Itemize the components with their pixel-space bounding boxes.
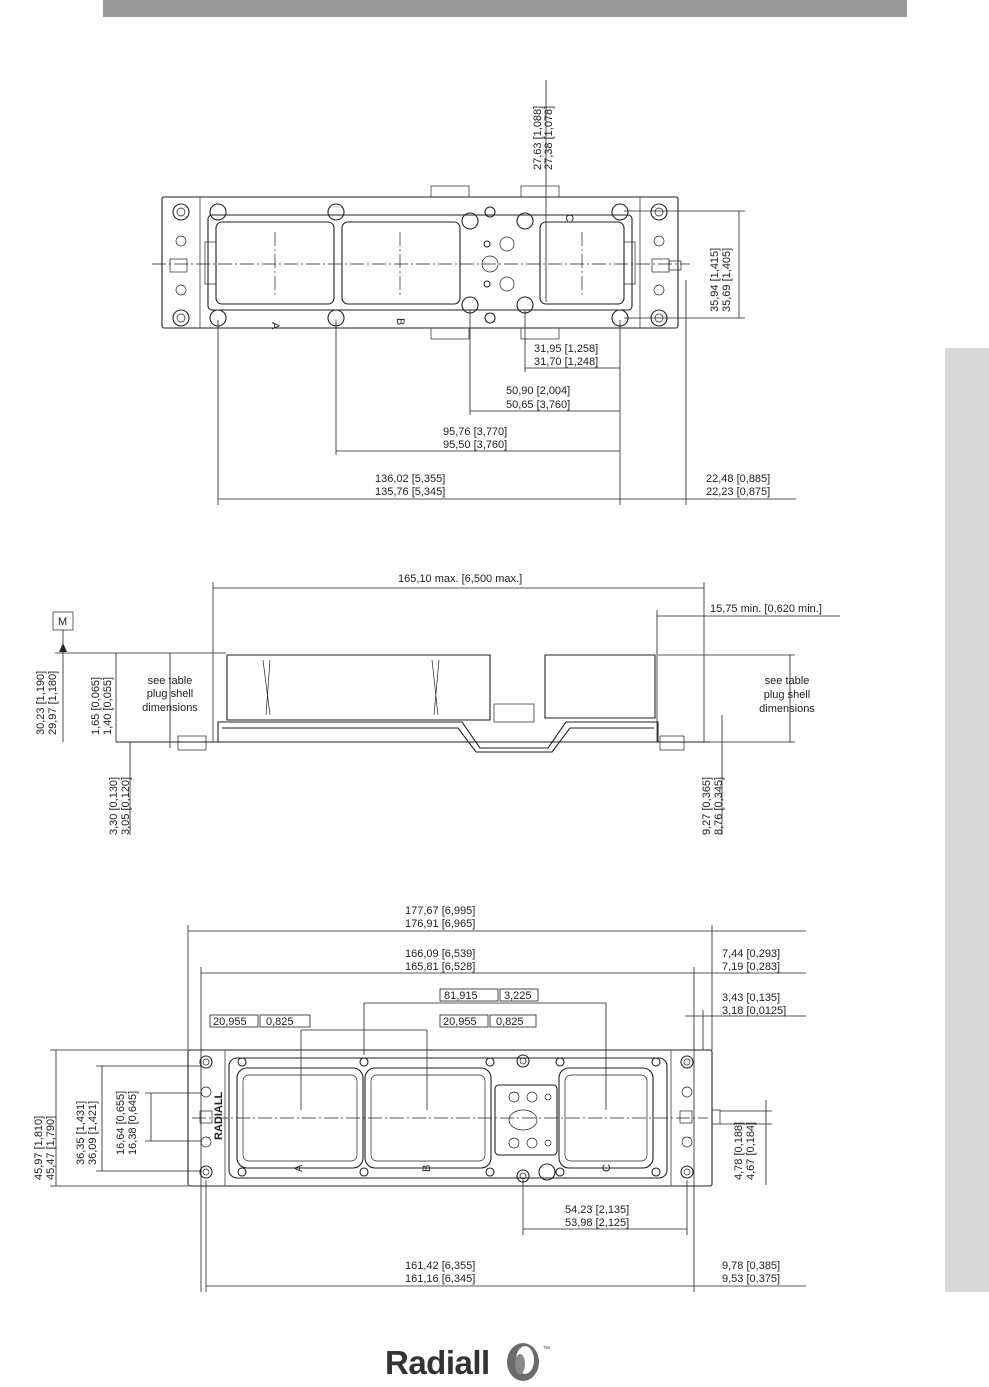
dim-161-upper: 161,42 [6,355] xyxy=(405,1260,476,1272)
dim-16-upper: 16,64 [0,655] xyxy=(115,1090,127,1155)
dim-50-upper: 50,90 [2,004] xyxy=(506,385,571,397)
dim-4-78-lower: 4,67 [0,184] xyxy=(745,1121,757,1180)
dim-165-max: 165,10 max. [6,500 max.] xyxy=(398,573,523,585)
dim-177-upper: 177,67 [6,995] xyxy=(405,905,476,917)
datum-m: M xyxy=(58,616,68,628)
dim-3-30-upper: 3,30 [0,130] xyxy=(108,776,120,835)
basic-81: 81,915 xyxy=(444,990,478,1002)
logo-swirl-icon xyxy=(503,1340,543,1384)
dim-36-lower: 36,09 [1,421] xyxy=(87,1100,99,1165)
dim-9-78-lower: 9,53 [0,375] xyxy=(722,1273,781,1285)
radiall-mark: RADIALL xyxy=(213,1091,225,1140)
dim-166-upper: 166,09 [6,539] xyxy=(405,948,476,960)
dim-166-lower: 165,81 [6,528] xyxy=(405,961,476,973)
cavity-label-c: C xyxy=(563,214,575,222)
dim-45-upper: 45,97 [1,810] xyxy=(33,1115,45,1180)
basic-0-825a: 0,825 xyxy=(266,1016,294,1028)
note-left-2: plug shell xyxy=(146,688,194,700)
dim-22-upper: 22,48 [0,885] xyxy=(706,473,771,485)
dim-31-lower: 31,70 [1,248] xyxy=(534,356,599,368)
dim-161-lower: 161,16 [6,345] xyxy=(405,1273,476,1285)
dim-136-lower: 135,76 [5,345] xyxy=(375,486,446,498)
top-view xyxy=(152,80,796,505)
note-left-1: see table xyxy=(147,675,193,687)
dim-16-lower: 16,38 [0,645] xyxy=(127,1090,139,1155)
note-right-3: dimensions xyxy=(759,703,815,715)
dim-27-lower: 27,38 [1,078] xyxy=(543,105,555,170)
dim-35-lower: 35,69 [1,405] xyxy=(721,247,733,312)
dim-7-44-lower: 7,19 [0,283] xyxy=(722,961,781,973)
cavity-label-a: A xyxy=(269,322,281,330)
dim-7-44-upper: 7,44 [0,293] xyxy=(722,948,781,960)
dim-9-78-upper: 9,78 [0,385] xyxy=(722,1260,781,1272)
dim-50-lower: 50,65 [3,760] xyxy=(506,399,571,411)
dim-30-upper: 30,23 [1,190] xyxy=(35,670,47,735)
dim-3-43-upper: 3,43 [0,135] xyxy=(722,992,781,1004)
dim-54-lower: 53,98 [2,125] xyxy=(565,1217,630,1229)
logo-text: Radiall xyxy=(385,1344,490,1381)
bottom-view xyxy=(33,905,806,1292)
dim-9-27-upper: 9,27 [0,365] xyxy=(701,776,713,835)
dim-95-upper: 95,76 [3,770] xyxy=(443,426,508,438)
dim-1-65-lower: 1,40 [0,055] xyxy=(102,676,114,735)
basic-20a: 20,955 xyxy=(213,1016,247,1028)
dim-3-43-lower: 3,18 [0,0125] xyxy=(722,1005,787,1017)
side-view xyxy=(35,573,840,835)
dim-177-lower: 176,91 [6,965] xyxy=(405,918,476,930)
basic-3-225: 3,225 xyxy=(504,990,532,1002)
dim-54-upper: 54,23 [2,135] xyxy=(565,1204,630,1216)
dim-22-lower: 22,23 [0,875] xyxy=(706,486,771,498)
dim-9-27-lower: 8,76 [0,345] xyxy=(713,776,725,835)
basic-20b: 20,955 xyxy=(443,1016,477,1028)
dim-30-lower: 29,97 [1,180] xyxy=(47,670,59,735)
dim-1-65-upper: 1,65 [0,065] xyxy=(90,676,102,735)
cavity-label-b: B xyxy=(394,318,406,326)
dim-27-upper: 27,63 [1,088] xyxy=(532,105,544,170)
basic-0-825b: 0,825 xyxy=(496,1016,524,1028)
note-right-1: see table xyxy=(764,675,810,687)
dim-3-30-lower: 3,05 [0,120] xyxy=(120,776,132,835)
dim-15-min: 15,75 min. [0,620 min.] xyxy=(710,603,822,615)
bottom-cavity-a: A xyxy=(293,1164,305,1172)
dim-31-upper: 31,95 [1,258] xyxy=(534,343,599,355)
dim-95-lower: 95,50 [3,760] xyxy=(443,439,508,451)
bottom-cavity-c: C xyxy=(601,1164,613,1172)
dim-36-upper: 36,35 [1,431] xyxy=(75,1100,87,1165)
dim-136-upper: 136,02 [5,355] xyxy=(375,473,446,485)
dim-45-lower: 45,47 [1,790] xyxy=(45,1115,57,1180)
dim-35-upper: 35,94 [1,415] xyxy=(709,247,721,312)
bottom-cavity-b: B xyxy=(421,1164,433,1172)
dim-4-78-upper: 4,78 [0,188] xyxy=(733,1121,745,1180)
note-left-3: dimensions xyxy=(142,702,198,714)
note-right-2: plug shell xyxy=(763,689,811,701)
radiall-logo xyxy=(385,1340,555,1386)
trademark-symbol: ™ xyxy=(543,1346,550,1353)
